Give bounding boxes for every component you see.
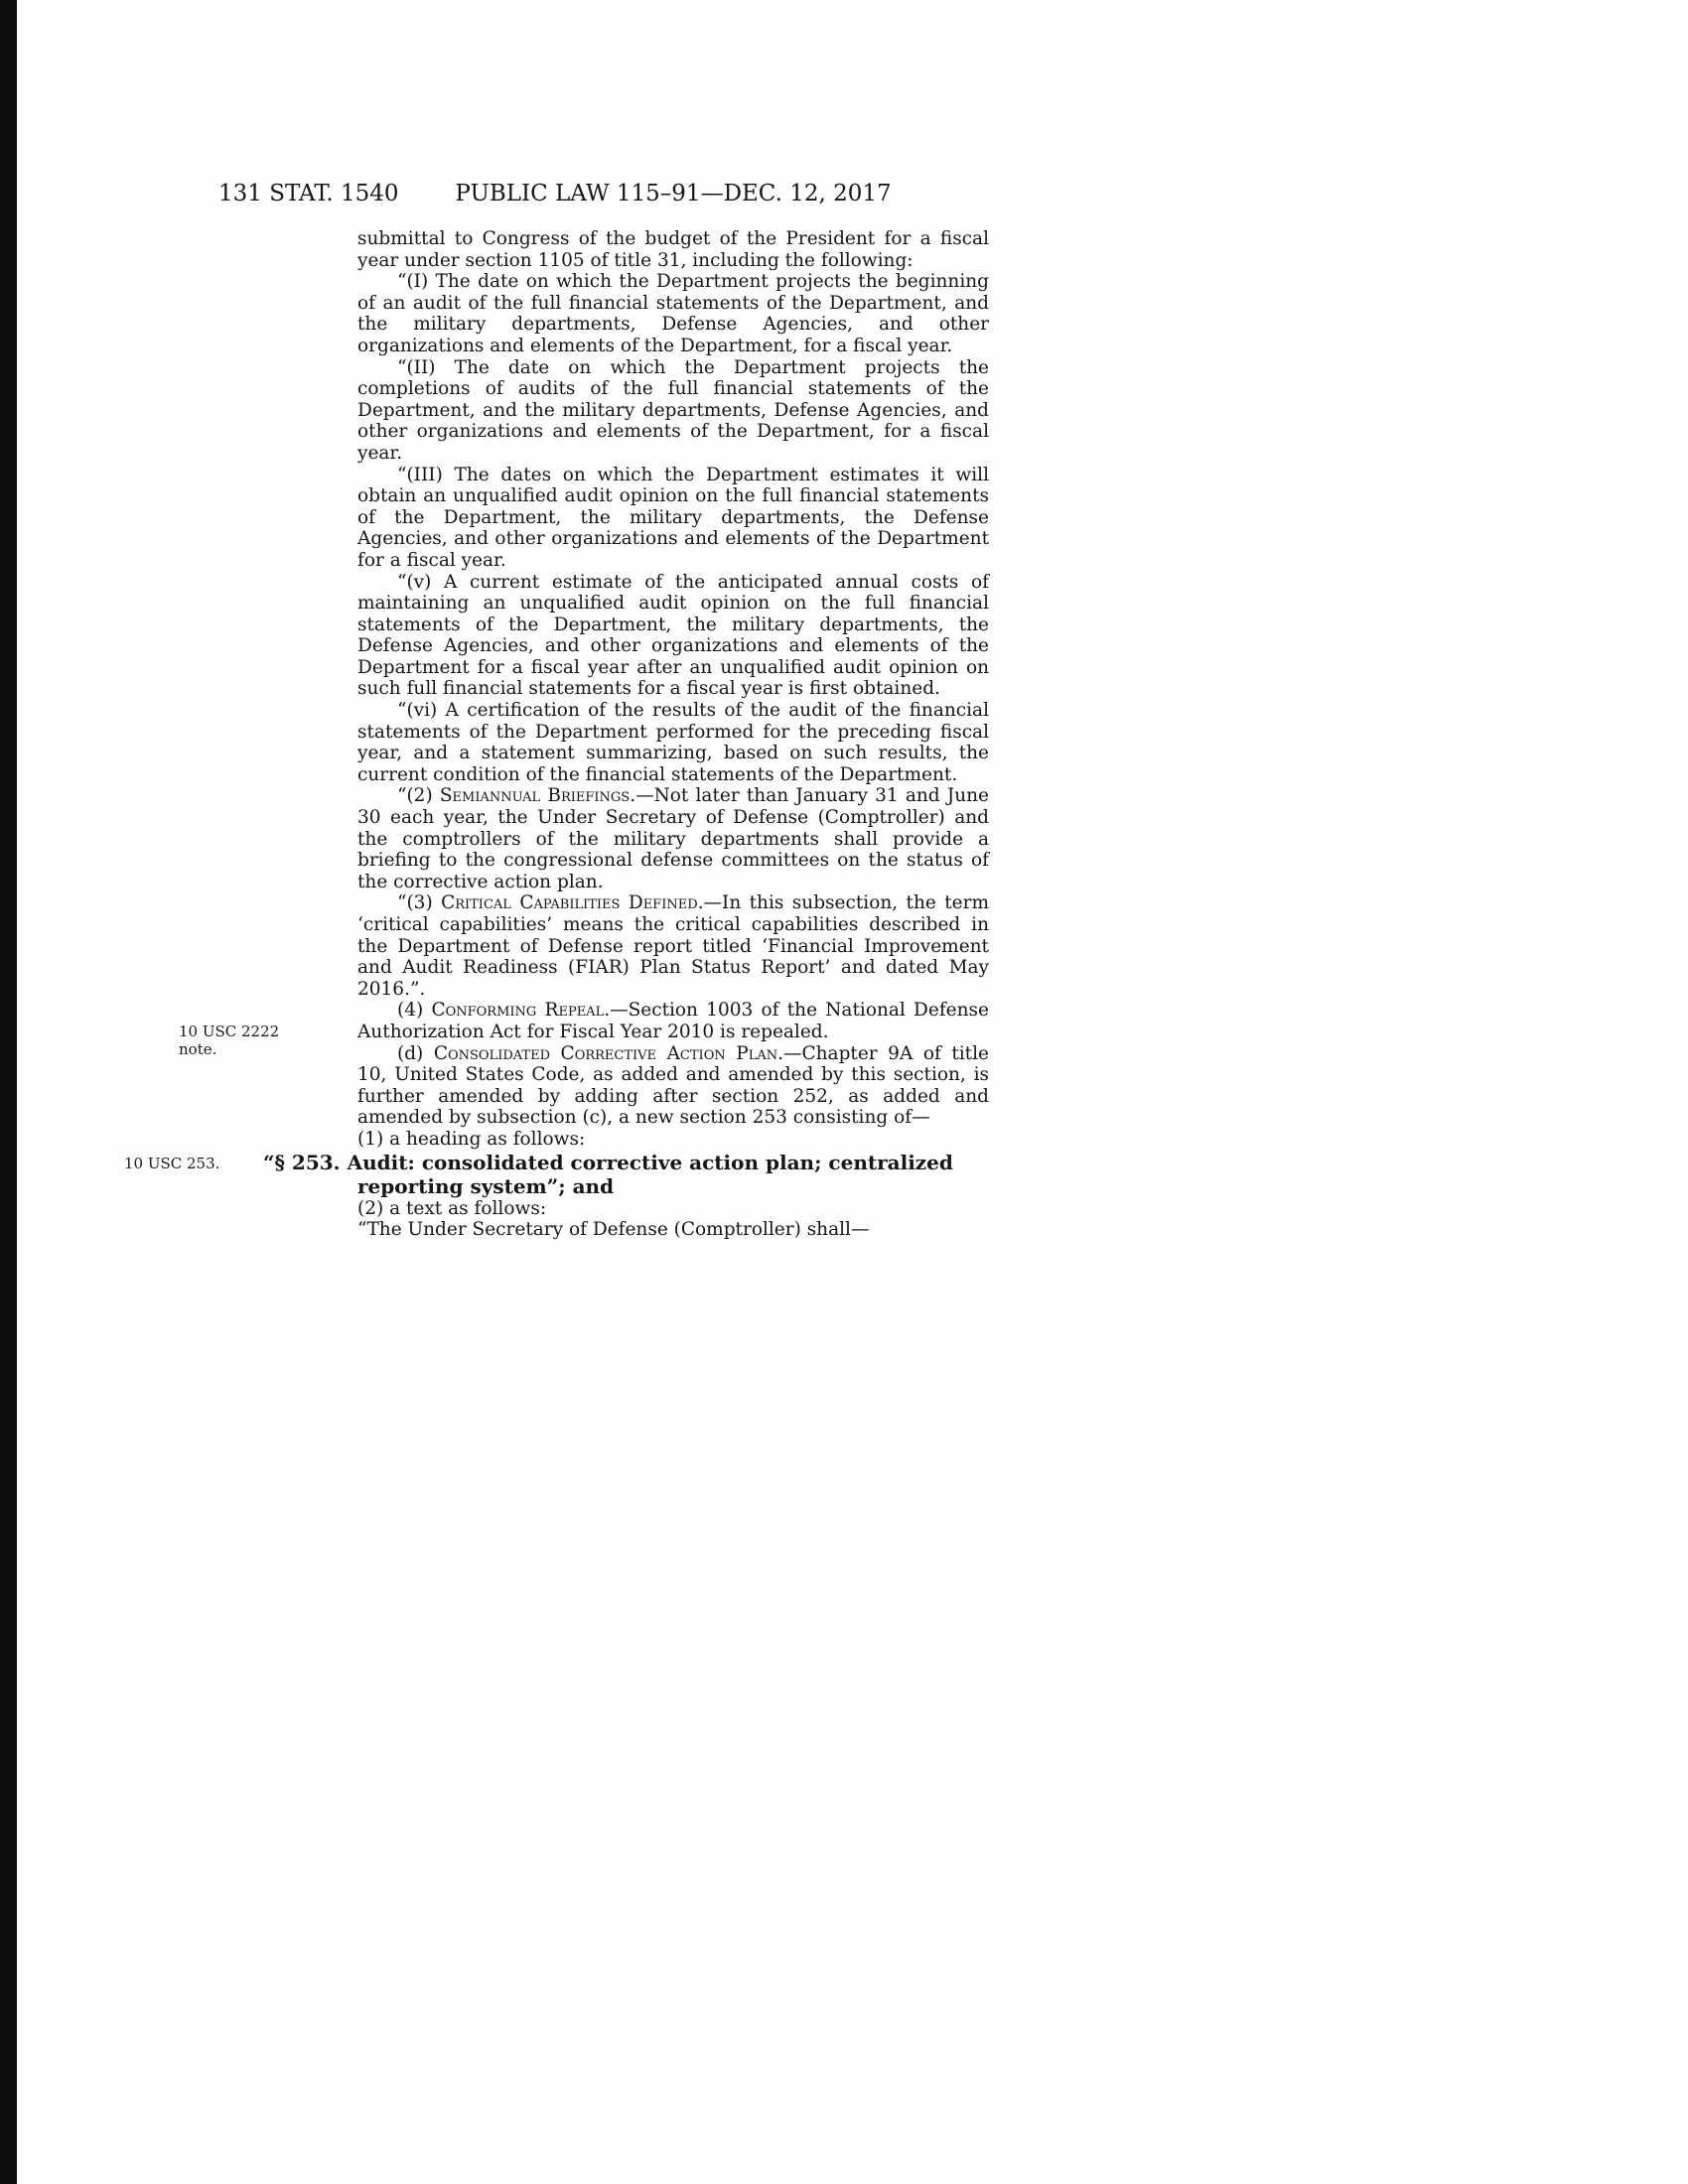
section-253-heading	[124, 1150, 989, 1198]
paragraph-submittal-continuation: submittal to Congress of the budget of the President for a fiscal year under section 1105 of title 31, including the following:	[357, 228, 989, 271]
paragraph-under-secretary: “The Under Secretary of Defense (Comptroller) shall—	[357, 1219, 870, 1241]
paragraph-d-text: .—Chapter 9A of title 10, United States Code, as added and amended by this section, is further amended by adding after section 252, as added and amended by subsection (c), a new section 253 consisting of—	[357, 1042, 989, 1129]
paragraph-3-smallcaps-heading: Critical Capabilities Defined	[441, 892, 698, 914]
paragraph-3-text: .—In this subsection, the term ‘critical capabilities’ means the critical capabilities described in the Department of Defense report titled ‘Financial Improvement and Audit Readiness (FIAR) Plan Status Report’ and dated May 2016.”.	[357, 892, 989, 1000]
paragraph-clause-I: “(I) The date on which the Department projects the beginning of an audit of the full financial statements of the Department, and the military departments, Defense Agencies, and other organizations and elements of the Department, for a fiscal year.	[357, 271, 989, 356]
item-2-text-as-follows: (2) a text as follows:	[357, 1197, 547, 1219]
margin-note-10-usc-253: 10 USC 253.	[124, 1154, 220, 1172]
paragraph-d-number: (d)	[397, 1042, 434, 1064]
public-law-running-head: PUBLIC LAW 115–91—DEC. 12, 2017	[455, 181, 892, 206]
section-253-heading-text: “§ 253. Audit: consolidated corrective action plan; centralized reporting system”; and	[263, 1150, 953, 1198]
paragraph-clause-vi: “(vi) A certification of the results of the audit of the financial statements of the Department performed for the preceding fiscal year, and a statement summarizing, based on such results, the current condition of the financial statements of the Department.	[357, 700, 989, 785]
scan-edge-artifact	[0, 0, 17, 2184]
paragraph-4-smallcaps-heading: Conforming Repeal	[431, 1000, 605, 1022]
paragraph-d-smallcaps-heading: Consolidated Corrective Action Plan	[433, 1042, 778, 1064]
paragraph-2-number: “(2)	[397, 785, 440, 807]
margin-note-10-usc-2222: 10 USC 2222 note.	[179, 1023, 280, 1059]
statute-text-column	[124, 228, 989, 1241]
stat-page-number: 131 STAT. 1540	[218, 181, 399, 206]
item-1-heading-as-follows: (1) a heading as follows:	[357, 1128, 586, 1150]
paragraph-clause-III: “(III) The dates on which the Department estimates it will obtain an unqualified audit opinion on the full financial statements of the Department, the military departments, the Defense Agencies, and other organizations and elements of the Department for a fiscal year.	[357, 464, 989, 571]
paragraph-2-smallcaps-heading: Semiannual Briefings	[439, 785, 631, 807]
paragraph-4-text: .—Section 1003 of the National Defense Authorization Act for Fiscal Year 2010 is repealed.	[357, 1000, 989, 1042]
paragraph-clause-v: “(v) A current estimate of the anticipated annual costs of maintaining an unqualified audit opinion on the full financial statements of the Department, the military departments, the Defense Agencies, and other organizations and elements of the Department for a fiscal year after an unqualified audit opinion on such full financial statements for a fiscal year is first obtained.	[357, 571, 989, 700]
paragraph-2-semiannual-briefings	[357, 785, 989, 892]
paragraph-3-number: “(3)	[397, 892, 442, 914]
paragraph-4-number: (4)	[397, 1000, 432, 1022]
paragraph-3-critical-capabilities	[357, 892, 989, 1000]
paragraph-d-consolidated-plan	[357, 1043, 989, 1129]
paragraph-clause-II: “(II) The date on which the Department projects the completions of audits of the full financial statements of the Department, and the military departments, Defense Agencies, and other organizations and elements of the Department, for a fiscal year.	[357, 356, 989, 464]
paragraph-2-text: .—Not later than January 31 and June 30 each year, the Under Secretary of Defense (Comptroller) and the comptrollers of the military departments shall provide a briefing to the congressional defense committees on the status of the corrective action plan.	[357, 785, 989, 892]
